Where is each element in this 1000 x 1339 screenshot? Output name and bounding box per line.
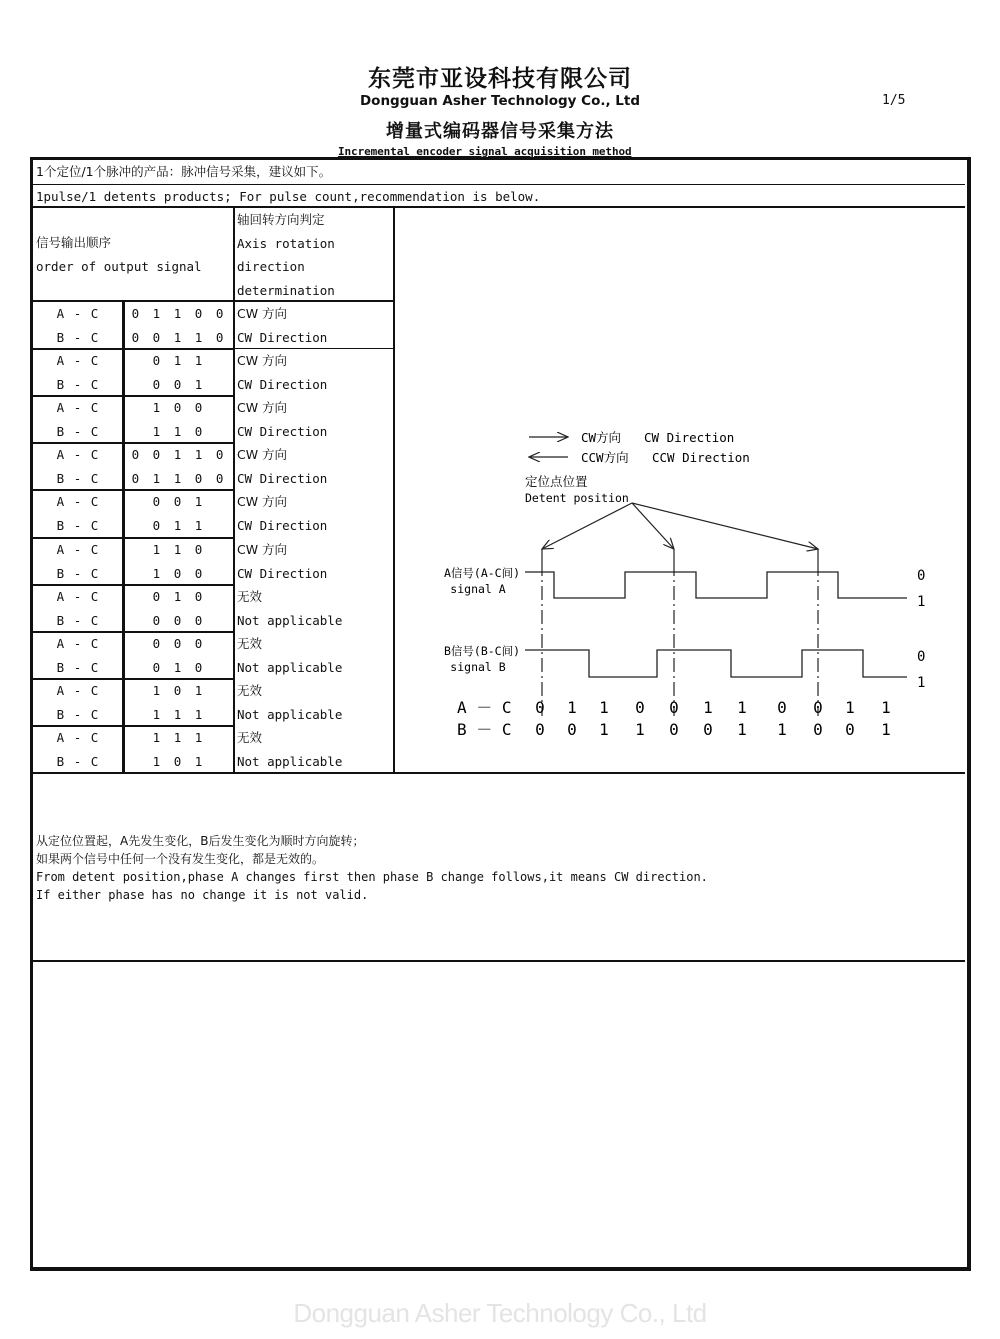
blank-section bbox=[33, 962, 963, 1262]
row-direction-en: CW Direction bbox=[237, 377, 328, 393]
table-bottom-divider bbox=[33, 772, 965, 774]
row-b-label: B - C bbox=[56, 659, 100, 675]
detent-label-cn: 定位点位置 bbox=[525, 474, 588, 489]
row-b-label: B - C bbox=[56, 424, 100, 440]
row-b-value: 1 0 0 bbox=[152, 565, 206, 581]
row-a-value: 0 0 0 bbox=[152, 635, 206, 651]
legend-cw-cn: CW方向 bbox=[581, 430, 622, 445]
row-direction-en: Not applicable bbox=[237, 612, 343, 628]
signal-b-level-low: 1 bbox=[917, 675, 926, 691]
row-b-value: 1 0 1 bbox=[152, 753, 206, 769]
row-a-label: A - C bbox=[56, 353, 100, 369]
row-a-label: A - C bbox=[56, 494, 100, 510]
row-divider bbox=[33, 489, 234, 491]
row-a-label: A - C bbox=[56, 588, 100, 604]
row-a-value: 0 0 1 1 0 bbox=[131, 447, 227, 463]
signal-a-label-cn: A信号(A-C间) bbox=[443, 566, 521, 580]
sequence-value: 1 bbox=[777, 720, 787, 739]
row-direction-cn: CW 方向 bbox=[237, 353, 288, 369]
document-title-en: Incremental encoder signal acquisition method bbox=[338, 145, 632, 158]
row-a-label: A - C bbox=[56, 729, 100, 745]
sequence-value: 0 bbox=[535, 720, 545, 739]
header-dir-en-3: determination bbox=[237, 283, 335, 298]
sequence-value: 1 bbox=[881, 698, 891, 717]
sequence-value: 1 bbox=[845, 698, 855, 717]
signal-b-waveform bbox=[525, 650, 907, 677]
sequence-value: 1 bbox=[703, 698, 713, 717]
row-direction-en: CW Direction bbox=[237, 518, 328, 534]
header-dir-cn: 轴回转方向判定 bbox=[237, 212, 325, 227]
row-b-label: B - C bbox=[56, 330, 100, 345]
row-direction-cn: CW 方向 bbox=[237, 541, 288, 557]
sequence-value: 1 bbox=[567, 698, 577, 717]
signal-diagram bbox=[395, 420, 963, 765]
note-en-2: If either phase has no change it is not valid. bbox=[36, 888, 369, 902]
intro-line-cn: 1个定位/1个脉冲的产品：脉冲信号采集，建议如下。 bbox=[36, 164, 332, 179]
sequence-value: 1 bbox=[737, 698, 747, 717]
row-divider bbox=[33, 584, 234, 586]
detent-arrow-2 bbox=[632, 503, 674, 549]
row-b-value: 0 1 0 bbox=[152, 659, 206, 675]
sequence-b-label: B － C bbox=[457, 720, 512, 739]
row-b-value: 0 0 0 bbox=[152, 612, 206, 628]
row-direction-cn: 无效 bbox=[237, 588, 263, 604]
row-b-label: B - C bbox=[56, 565, 100, 581]
legend-cw-en: CW Direction bbox=[644, 430, 735, 445]
header-order-en: order of output signal bbox=[36, 259, 202, 274]
header-divider bbox=[33, 300, 395, 302]
row-b-label: B - C bbox=[56, 377, 100, 393]
row-divider bbox=[33, 725, 234, 727]
company-name-cn: 东莞市亚设科技有限公司 bbox=[368, 66, 632, 92]
sequence-a-label: A － C bbox=[457, 698, 512, 717]
row-direction-cn: CW 方向 bbox=[237, 306, 288, 321]
row-b-label: B - C bbox=[56, 612, 100, 628]
footer-watermark: Dongguan Asher Technology Co., Ltd bbox=[293, 1298, 707, 1328]
row-a-value: 1 0 0 bbox=[152, 400, 206, 416]
header-order-cn: 信号输出顺序 bbox=[36, 235, 112, 250]
detent-arrow-3 bbox=[632, 503, 818, 549]
row-a-value: 1 1 0 bbox=[152, 541, 206, 557]
row-divider bbox=[33, 631, 234, 633]
row-b-value: 1 1 1 bbox=[152, 706, 206, 722]
row-b-value: 0 1 1 0 0 bbox=[131, 471, 227, 487]
row-a-label: A - C bbox=[56, 635, 100, 651]
row-b-value: 1 1 0 bbox=[152, 424, 206, 440]
legend-ccw-en: CCW Direction bbox=[652, 450, 750, 465]
row-a-label: A - C bbox=[56, 682, 100, 698]
legend-ccw-cn: CCW方向 bbox=[581, 450, 629, 465]
sequence-value: 0 bbox=[845, 720, 855, 739]
note-cn-2: 如果两个信号中任何一个没有发生变化，都是无效的。 bbox=[36, 852, 325, 866]
signal-b-label-cn: B信号(B-C间) bbox=[443, 644, 521, 658]
sequence-value: 1 bbox=[599, 698, 609, 717]
sequence-b-values bbox=[535, 720, 891, 739]
signal-a-label-en: signal A bbox=[450, 582, 506, 596]
signal-a-level-high: 0 bbox=[917, 568, 926, 584]
row-direction-en: Not applicable bbox=[237, 659, 343, 675]
company-name-en: Dongguan Asher Technology Co., Ltd bbox=[359, 93, 641, 109]
row-b-label: B - C bbox=[56, 471, 100, 487]
row-b-label: B - C bbox=[56, 518, 100, 534]
row-direction-en: CW Direction bbox=[237, 471, 328, 487]
row-direction-en: CW Direction bbox=[237, 565, 328, 581]
row-divider bbox=[33, 348, 234, 350]
sequence-value: 1 bbox=[737, 720, 747, 739]
row-divider bbox=[33, 678, 234, 680]
sequence-value: 0 bbox=[567, 720, 577, 739]
detent-arrow-1 bbox=[542, 503, 632, 549]
row-direction-cn: CW 方向 bbox=[237, 494, 288, 510]
header-dir-en-2: direction bbox=[237, 259, 305, 274]
row-direction-en: CW Direction bbox=[237, 330, 328, 345]
row-a-value: 0 1 1 bbox=[152, 353, 206, 369]
row-direction-cn: 无效 bbox=[237, 682, 263, 698]
sequence-value: 0 bbox=[669, 698, 679, 717]
signal-b-level-high: 0 bbox=[917, 649, 926, 665]
row-b-value: 0 1 1 bbox=[152, 518, 206, 534]
note-en-1: From detent position,phase A changes first then phase B change follows,it means CW direction. bbox=[36, 870, 708, 884]
row-direction-en: Not applicable bbox=[237, 706, 343, 722]
signal-a-waveform bbox=[525, 572, 907, 598]
row-direction-cn: CW 方向 bbox=[237, 447, 288, 463]
signal-b-label-en: signal B bbox=[450, 660, 506, 674]
row-b-value: 0 0 1 1 0 bbox=[131, 330, 227, 345]
sequence-value: 0 bbox=[535, 698, 545, 717]
row-a-value: 1 0 1 bbox=[152, 682, 206, 698]
document-title-cn: 增量式编码器信号采集方法 bbox=[386, 121, 614, 142]
row-a-value: 0 0 1 bbox=[152, 494, 206, 510]
signal-a-level-low: 1 bbox=[917, 594, 926, 610]
sequence-value: 1 bbox=[635, 720, 645, 739]
row-a-value: 1 1 1 bbox=[152, 729, 206, 745]
row-a-label: A - C bbox=[56, 541, 100, 557]
row-b-label: B - C bbox=[56, 706, 100, 722]
row-b-value: 0 0 1 bbox=[152, 377, 206, 393]
row-direction-cn: 无效 bbox=[237, 635, 263, 651]
row-direction-cn: CW 方向 bbox=[237, 400, 288, 416]
row-a-label: A - C bbox=[56, 447, 100, 463]
sequence-value: 1 bbox=[599, 720, 609, 739]
divider bbox=[33, 206, 965, 208]
note-cn-1: 从定位位置起，A先发生变化，B后发生变化为顺时方向旋转； bbox=[36, 834, 365, 848]
row-a-label: A - C bbox=[56, 400, 100, 416]
row-direction-en: CW Direction bbox=[237, 424, 328, 440]
sequence-a-values bbox=[535, 698, 891, 717]
sequence-value: 0 bbox=[813, 720, 823, 739]
row-a-value: 0 1 0 bbox=[152, 588, 206, 604]
row-a-label: A - C bbox=[56, 306, 100, 321]
sequence-value: 0 bbox=[635, 698, 645, 717]
sequence-value: 1 bbox=[881, 720, 891, 739]
row-divider bbox=[234, 348, 394, 349]
sequence-value: 0 bbox=[703, 720, 713, 739]
row-b-label: B - C bbox=[56, 753, 100, 769]
row-direction-en: Not applicable bbox=[237, 753, 343, 769]
sequence-value: 0 bbox=[813, 698, 823, 717]
row-a-value: 0 1 1 0 0 bbox=[131, 306, 227, 321]
row-divider bbox=[33, 442, 234, 444]
row-divider bbox=[33, 537, 234, 539]
detent-label-en: Detent position bbox=[525, 491, 629, 505]
row-direction-cn: 无效 bbox=[237, 729, 263, 745]
intro-line-en: 1pulse/1 detents products; For pulse count,recommendation is below. bbox=[36, 189, 541, 204]
divider bbox=[33, 184, 965, 185]
header-dir-en-1: Axis rotation bbox=[237, 236, 335, 251]
page-number: 1/5 bbox=[882, 93, 906, 108]
row-divider bbox=[33, 395, 234, 397]
sequence-value: 0 bbox=[777, 698, 787, 717]
sequence-value: 0 bbox=[669, 720, 679, 739]
